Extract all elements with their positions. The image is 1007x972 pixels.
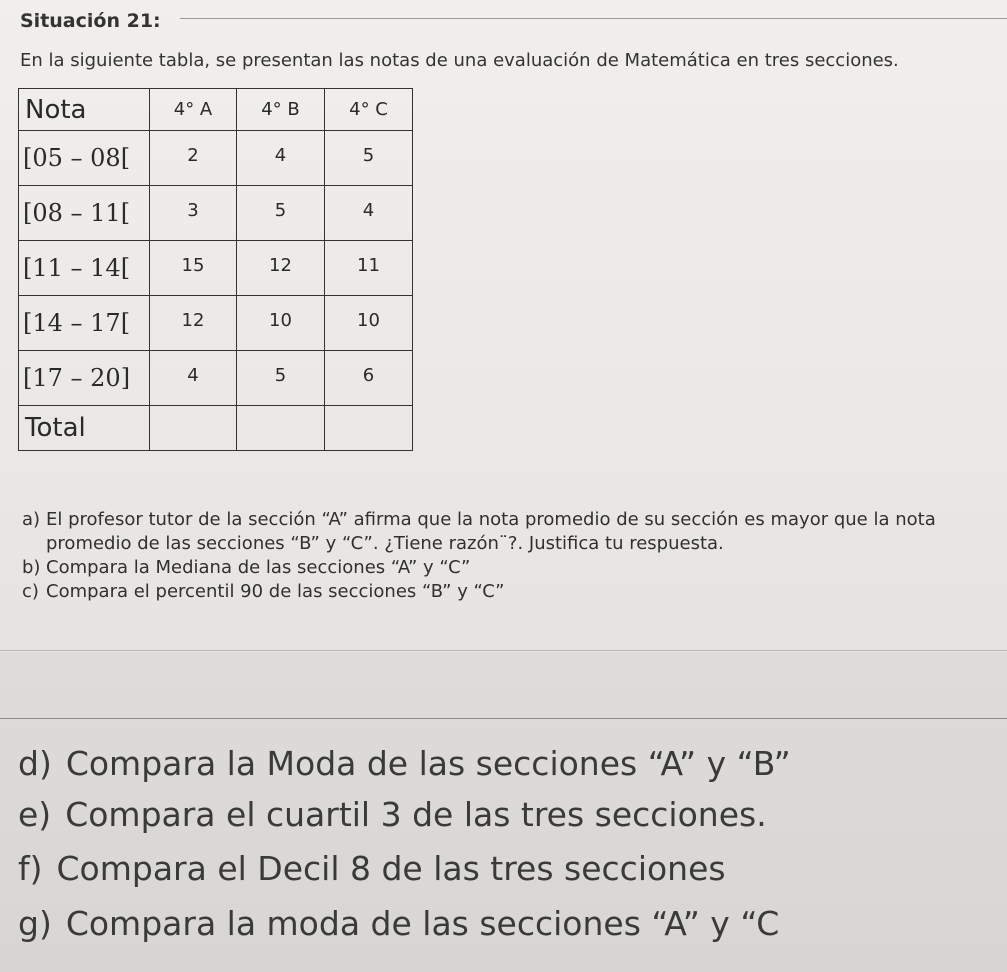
separator-line xyxy=(0,718,1007,719)
question-letter: f) xyxy=(18,849,43,888)
question-text: Compara el Decil 8 de las tres secciones xyxy=(56,849,726,888)
intro-text: En la siguiente tabla, se presentan las notas de una evaluación de Matemática en tres secciones. xyxy=(20,50,899,71)
question-c xyxy=(22,580,992,604)
value-cell-a: 12 xyxy=(150,296,237,351)
question-text: Compara la moda de las secciones “A” y “C xyxy=(65,904,780,943)
table-row xyxy=(19,186,413,241)
interval-cell: [17 – 20] xyxy=(19,351,150,406)
question-letter: g) xyxy=(18,904,52,943)
value-cell-b: 5 xyxy=(237,351,325,406)
header-nota: Nota xyxy=(19,89,150,131)
question-e xyxy=(18,795,1003,834)
total-row xyxy=(19,406,413,451)
table-header-row xyxy=(19,89,413,131)
table-row xyxy=(19,296,413,351)
situation-title: Situación 21: xyxy=(20,10,161,32)
value-cell-c: 11 xyxy=(325,241,413,296)
header-section-a: 4° A xyxy=(150,89,237,131)
top-rule xyxy=(180,18,1007,19)
question-letter: c) xyxy=(22,581,39,602)
value-cell-a: 3 xyxy=(150,186,237,241)
total-label: Total xyxy=(19,406,150,451)
question-a xyxy=(22,508,992,556)
total-cell-b xyxy=(237,406,325,451)
question-d xyxy=(18,744,1003,783)
value-cell-a: 4 xyxy=(150,351,237,406)
question-letter: a) xyxy=(22,509,41,530)
value-cell-c: 10 xyxy=(325,296,413,351)
question-text: Compara el percentil 90 de las secciones “B” y “C” xyxy=(46,581,505,602)
question-letter: d) xyxy=(18,744,52,783)
table-row xyxy=(19,131,413,186)
header-section-b: 4° B xyxy=(237,89,325,131)
question-text: Compara la Mediana de las secciones “A” y “C” xyxy=(46,557,471,578)
header-section-c: 4° C xyxy=(325,89,413,131)
table-row xyxy=(19,351,413,406)
question-g xyxy=(18,904,1003,943)
question-f xyxy=(18,849,1003,888)
total-cell-a xyxy=(150,406,237,451)
value-cell-c: 6 xyxy=(325,351,413,406)
value-cell-c: 4 xyxy=(325,186,413,241)
question-text: Compara la Moda de las secciones “A” y “B” xyxy=(65,744,791,783)
total-cell-c xyxy=(325,406,413,451)
interval-cell: [05 – 08[ xyxy=(19,131,150,186)
grades-table xyxy=(18,88,413,451)
interval-cell: [14 – 17[ xyxy=(19,296,150,351)
value-cell-a: 15 xyxy=(150,241,237,296)
value-cell-a: 2 xyxy=(150,131,237,186)
value-cell-c: 5 xyxy=(325,131,413,186)
question-letter: b) xyxy=(22,557,41,578)
interval-cell: [08 – 11[ xyxy=(19,186,150,241)
value-cell-b: 5 xyxy=(237,186,325,241)
question-text: El profesor tutor de la sección “A” afirma que la nota promedio de su sección es mayor que la nota promedio de las secciones “B” y “C”. ¿Tiene razón¨?. Justifica tu respuesta. xyxy=(46,509,936,554)
value-cell-b: 4 xyxy=(237,131,325,186)
table-row xyxy=(19,241,413,296)
interval-cell: [11 – 14[ xyxy=(19,241,150,296)
value-cell-b: 12 xyxy=(237,241,325,296)
question-b xyxy=(22,556,992,580)
page-edge-line xyxy=(0,650,1007,651)
value-cell-b: 10 xyxy=(237,296,325,351)
question-text: Compara el cuartil 3 de las tres secciones. xyxy=(65,795,767,834)
question-letter: e) xyxy=(18,795,52,834)
question-list xyxy=(22,508,992,604)
